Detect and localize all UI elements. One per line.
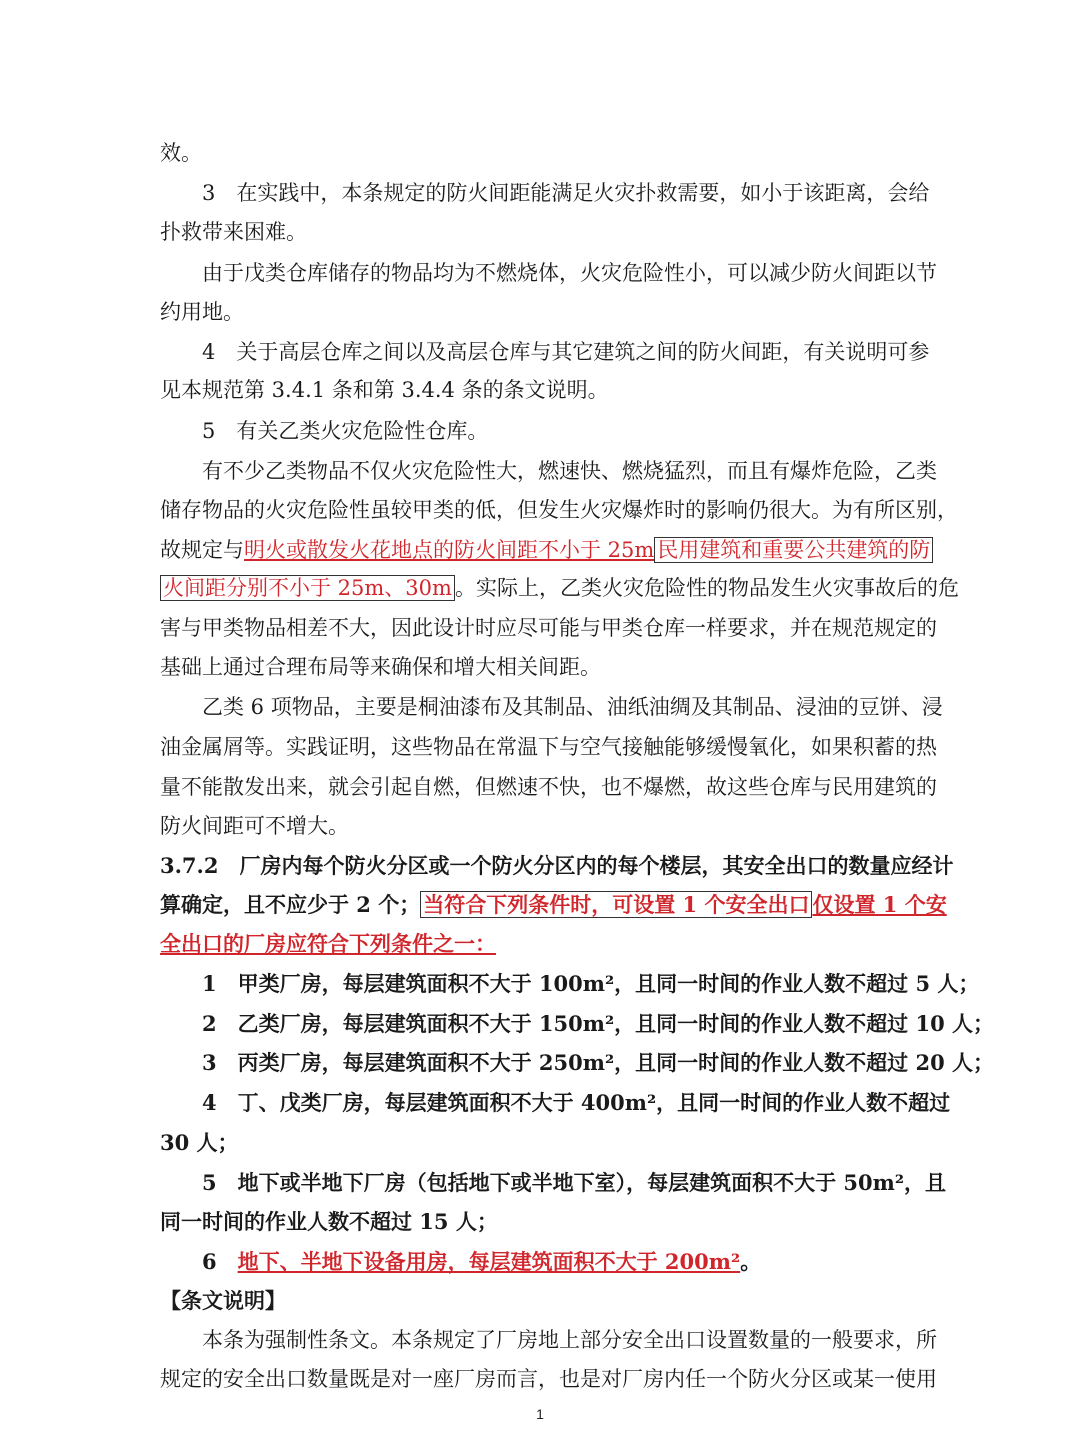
plain-text: 。 (740, 1249, 762, 1274)
paragraph-line: 储存物品的火灾危险性虽较甲类的低，但发生火灾爆炸时的影响仍很大。为有所区别， (160, 498, 958, 522)
deleted-text-box: 火间距分别不小于 25m、30m (160, 575, 455, 601)
page-number: 1 (536, 1406, 544, 1422)
inserted-text: 地下、半地下设备用房，每层建筑面积不大于 200m² (237, 1249, 741, 1274)
paragraph-line: 规定的安全出口数量既是对一座厂房而言，也是对厂房内任一个防火分区或某一使用 (160, 1367, 937, 1391)
plain-text: 算确定，且不应少于 2 个； (160, 892, 421, 917)
clause-heading: 3.7.2 厂房内每个防火分区或一个防火分区内的每个楼层，其安全出口的数量应经计 (160, 853, 954, 878)
deleted-text-box: 当符合下列条件时，可设置 1 个安全出口 (420, 891, 812, 918)
paragraph-line: 由于戊类仓库储存的物品均为不燃烧体，火灾危险性小，可以减少防火间距以节 (202, 261, 937, 285)
paragraph-line: 量不能散发出来，就会引起自燃，但燃速不快，也不爆燃，故这些仓库与民用建筑的 (160, 775, 937, 799)
paragraph-line: 有不少乙类物品不仅火灾危险性大，燃速快、燃烧猛烈，而且有爆炸危险，乙类 (202, 459, 937, 483)
paragraph-line: 本条为强制性条文。本条规定了厂房地上部分安全出口设置数量的一般要求，所 (202, 1328, 937, 1352)
paragraph-line: 见本规范第 3.4.1 条和第 3.4.4 条的条文说明。 (160, 378, 609, 402)
list-item: 3 丙类厂房，每层建筑面积不大于 250m²，且同一时间的作业人数不超过 20 人； (202, 1050, 995, 1075)
paragraph-line: 防火间距可不增大。 (160, 814, 349, 838)
plain-text: 故规定与 (160, 538, 244, 562)
plain-text: 。实际上，乙类火灾危险性的物品发生火灾事故后的危 (454, 576, 959, 600)
paragraph-line: 约用地。 (160, 300, 244, 324)
paragraph-line-revision (160, 535, 933, 565)
plain-text: 6 (202, 1249, 238, 1274)
deleted-text-box: 民用建筑和重要公共建筑的防 (654, 537, 933, 563)
section-label: 【条文说明】 (160, 1288, 286, 1313)
paragraph-line-revision (160, 573, 959, 603)
list-item: 1 甲类厂房，每层建筑面积不大于 100m²，且同一时间的作业人数不超过 5 人； (202, 971, 980, 996)
paragraph-line: 乙类 6 项物品，主要是桐油漆布及其制品、油纸油绸及其制品、浸油的豆饼、浸 (202, 695, 943, 719)
paragraph-line: 5 有关乙类火灾危险性仓库。 (202, 419, 489, 443)
paragraph-line: 害与甲类物品相差不大，因此设计时应尽可能与甲类仓库一样要求，并在规范规定的 (160, 616, 937, 640)
paragraph-line: 3 在实践中，本条规定的防火间距能满足火灾扑救需要，如小于该距离，会给 (202, 181, 930, 205)
inserted-text: 明火或散发火花地点的防火间距不小于 25m (244, 538, 655, 562)
paragraph-line-revision (160, 890, 947, 920)
list-item: 5 地下或半地下厂房（包括地下或半地下室），每层建筑面积不大于 50m²，且 (202, 1170, 947, 1195)
list-item: 2 乙类厂房，每层建筑面积不大于 150m²，且同一时间的作业人数不超过 10 人； (202, 1011, 995, 1036)
list-item: 4 丁、戊类厂房，每层建筑面积不大于 400m²，且同一时间的作业人数不超过 (202, 1090, 951, 1115)
list-item-continuation: 同一时间的作业人数不超过 15 人； (160, 1209, 498, 1234)
paragraph-line: 扑救带来困难。 (160, 220, 307, 244)
paragraph-line: 效。 (160, 141, 202, 165)
inserted-text-line: 全出口的厂房应符合下列条件之一： (160, 931, 496, 956)
paragraph-line: 油金属屑等。实践证明，这些物品在常温下与空气接触能够缓慢氧化，如果积蓄的热 (160, 735, 937, 759)
paragraph-line: 4 关于高层仓库之间以及高层仓库与其它建筑之间的防火间距，有关说明可参 (202, 340, 930, 364)
list-item-revision (202, 1247, 761, 1277)
list-item-continuation: 30 人； (160, 1130, 239, 1155)
paragraph-line: 基础上通过合理布局等来确保和增大相关间距。 (160, 655, 601, 679)
inserted-text: 仅设置 1 个安 (812, 892, 947, 917)
